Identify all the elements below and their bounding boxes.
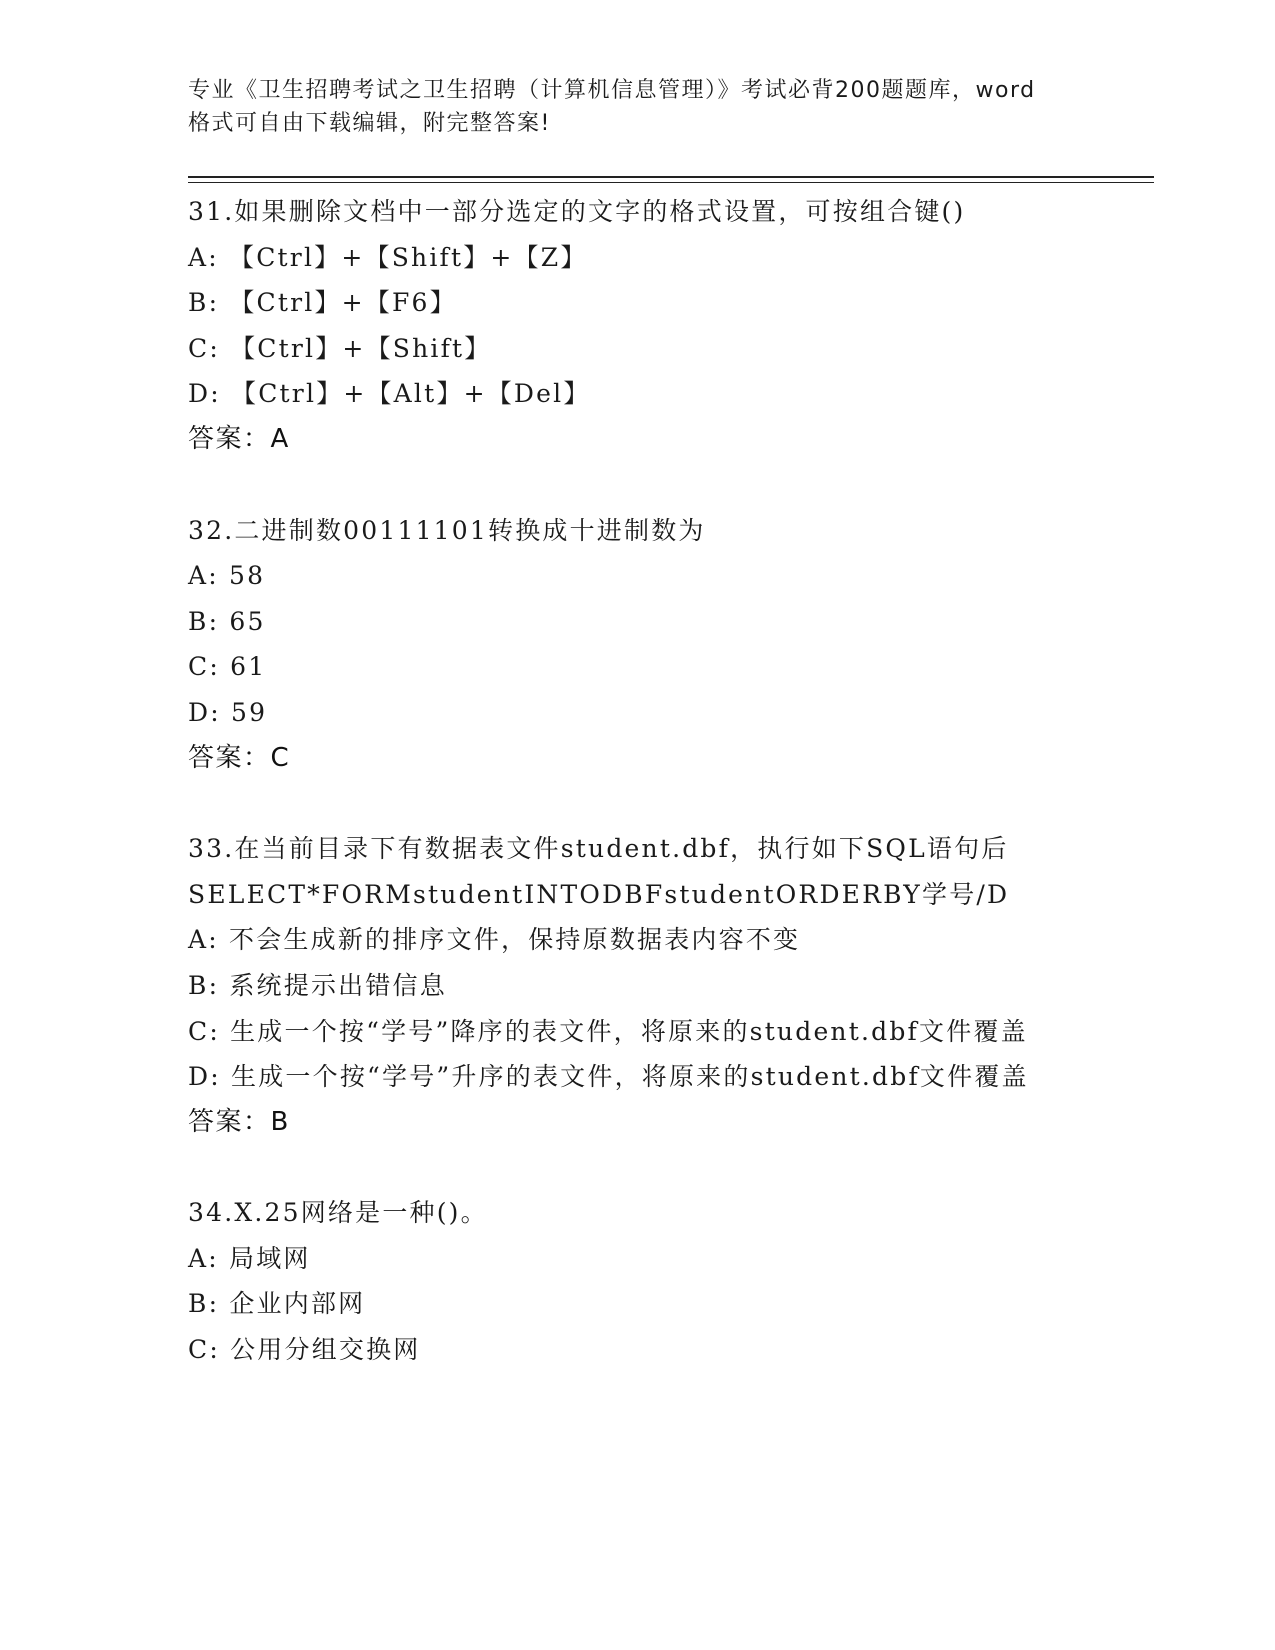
option-a: A: 不会生成新的排序文件，保持原数据表内容不变 — [188, 925, 801, 955]
answer-label: 答案：B — [188, 1106, 290, 1137]
question-stem: 31.如果删除文档中一部分选定的文字的格式设置，可按组合键() — [188, 197, 966, 226]
option-c: C: 【Ctrl】+【Shift】 — [188, 333, 492, 363]
header-divider-thick — [188, 176, 1154, 178]
question-list — [188, 189, 1088, 1418]
question-stem: 32.二进制数00111101转换成十进制数为 — [188, 515, 706, 545]
question-stem: 34.X.25网络是一种()。 — [188, 1198, 488, 1228]
option-a: A: 【Ctrl】+【Shift】+【Z】 — [188, 242, 588, 272]
option-d: D: 【Ctrl】+【Alt】+【Del】 — [188, 379, 591, 409]
header-line-2: 格式可自由下载编辑，附完整答案! — [188, 111, 551, 136]
option-d: D: 59 — [188, 697, 268, 727]
option-d: D: 生成一个按“学号”升序的表文件，将原来的student.dbf文件覆盖 — [188, 1062, 1029, 1092]
option-a: A: 58 — [188, 561, 266, 591]
answer-label: 答案：C — [188, 742, 291, 773]
question-32 — [188, 508, 1088, 782]
option-c: C: 公用分组交换网 — [188, 1335, 421, 1365]
question-31 — [188, 189, 1088, 463]
question-33 — [188, 826, 1088, 1145]
option-b: B: 【Ctrl】+【F6】 — [188, 288, 457, 318]
option-a: A: 局域网 — [188, 1243, 311, 1273]
option-c: C: 61 — [188, 652, 267, 682]
option-b: B: 65 — [188, 606, 266, 636]
option-c: C: 生成一个按“学号”降序的表文件，将原来的student.dbf文件覆盖 — [188, 1016, 1028, 1046]
header-divider-thin — [188, 182, 1154, 183]
answer-label: 答案：A — [188, 423, 290, 454]
option-b: B: 系统提示出错信息 — [188, 970, 447, 1000]
header-line-1: 专业《卫生招聘考试之卫生招聘（计算机信息管理）》考试必背200题题库，word — [188, 78, 1036, 103]
document-header — [188, 74, 1088, 140]
question-34 — [188, 1190, 1088, 1372]
option-b: B: 企业内部网 — [188, 1289, 366, 1319]
question-stem: 33.在当前目录下有数据表文件student.dbf，执行如下SQL语句后SELECT*FORMstudentINTODBFstudentORDERBY学号/D — [188, 834, 1010, 909]
